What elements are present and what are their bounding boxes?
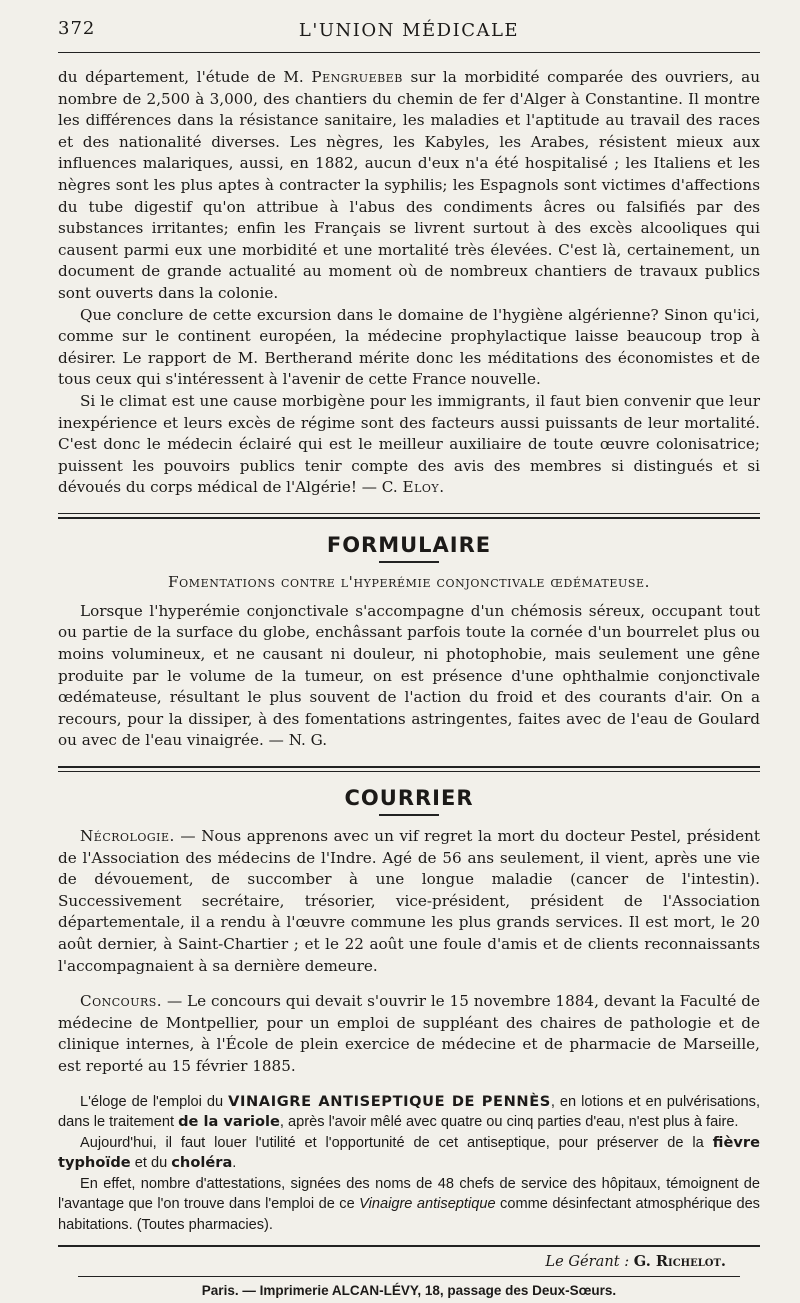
section-divider	[58, 766, 760, 772]
intro-paragraph-1: du département, l'étude de M. Pengruebeb sur la morbidité comparée des ouvriers, au nombre de 2,500 à 3,000, des chantiers du chemin de fer d'Alger à Constantine. Il montre les différences dans la résistance sanitaire, les maladies et l'aptitude au travail des races et des nationalité diverses. Les nègres, les Kabyles, les Arabes, résistent mieux aux influences malariques, aussi, en 1882, aucun d'eux n'a été hospitalisé ; les Italiens et les nègres sont les plus aptes à contracter la syphilis; les Espagnols sont victimes d'affections du tube digestif qu'on attribue à l'abus des condiments âcres ou falsifiés par des substances irritantes; enfin les Français se livrent surtout à des excès alcooliques qui causent parmi eux une morbidité et une mortalité très élevées. C'est là, certainement, un document de grande actualité au moment où de nombreux chantiers de travaux publics sont ouverts dans la colonie.	[58, 68, 760, 302]
author-name: Pengruebeb	[311, 68, 403, 86]
formulaire-text: Lorsque l'hyperémie conjonctivale s'accompagne d'un chémosis séreux, occupant tout ou partie de la surface du globe, enchâssant parfois toute la cornée d'un bourrelet plus ou moins volumineux, et ne causant ni douleur, ni photophobie, mais seulement une gêne produite par le volume de la tumeur, on est présence d'une ophthalmie conjonctivale œdémateuse, résultant le plus souvent de l'action du froid et des courants d'air. On a recours, pour la dissiper, à des fomentations astringentes, faites avec de l'eau de Goulard ou avec de l'eau vinaigrée. — N. G.	[58, 601, 760, 750]
title-underline	[379, 561, 439, 563]
ad-paragraph-1: L'éloge de l'emploi du VINAIGRE ANTISEPTIQUE DE PENNÈS, en lotions et en pulvérisations, dans le traitement de la variole, après l'avoir mêlé avec quatre ou cinq parties d'eau, n'est plus à faire.	[58, 1092, 760, 1131]
imprint-rule	[78, 1276, 740, 1277]
journal-title: L'UNION MÉDICALE	[298, 20, 520, 41]
advertisement	[58, 1092, 760, 1236]
running-head	[58, 18, 760, 53]
intro-paragraph-3: Si le climat est une cause morbigène pour les immigrants, il faut bien convenir que leur inexpérience et leurs excès de régime sont des facteurs aussi puissants de leur mortalité. C'est donc le médecin éclairé qui est le meilleur auxiliaire de toute œuvre colonisatrice; puissent les pouvoirs publics tenir compte des avis des membres si distingués et si dévoués du corps médical de l'Algérie! — C. Eloy.	[58, 391, 760, 497]
necrologie-paragraph: Nécrologie. — Nous apprenons avec un vif regret la mort du docteur Pestel, président de l'Association des médecins de l'Indre. Agé de 56 ans seulement, il vient, après une vie de dévouement, de succomber à une longue maladie (cancer de l'intestin). Successivement secrétaire, trésorier, vice-président, président de l'Association départementale, il a rendu à l'œuvre commune les plus grands services. Il est mort, le 20 août dernier, à Saint-Chartier ; et le 22 août une foule d'amis et de clients reconnaissants l'accompagnaient à sa dernière demeure.	[58, 827, 760, 975]
ad-paragraph-3: En effet, nombre d'attestations, signées des noms de 48 chefs de service des hôpitaux, témoignent de l'avantage que l'on trouve dans l'emploi de ce Vinaigre antiseptique comme désinfectant atmosphérique des habitations. (Toutes pharmacies).	[58, 1175, 760, 1233]
product-name: VINAIGRE ANTISEPTIQUE DE PENNÈS	[228, 1092, 551, 1110]
page-number: 372	[58, 18, 96, 39]
author-signature: Eloy	[402, 478, 440, 497]
intro-paragraph-2: Que conclure de cette excursion dans le domaine de l'hygiène algérienne? Sinon qu'ici, comme sur le continent européen, la médecine prophylactique laisse beaucoup trop à désirer. Le rapport de M. Bertherand mérite donc les méditations des économistes et de tous ceux qui s'intéressent à l'avenir de cette France nouvelle.	[58, 305, 760, 389]
footer-rule	[58, 1245, 760, 1247]
title-underline	[379, 814, 439, 816]
formulaire-subtitle: Fomentations contre l'hyperémie conjonctivale œdémateuse.	[167, 572, 651, 591]
gerant-signature: Le Gérant : G. Richelot.	[545, 1252, 726, 1270]
courrier-title: COURRIER	[344, 786, 474, 811]
ad-paragraph-2: Aujourd'hui, il faut louer l'utilité et l'opportunité de cet antiseptique, pour préserver de la fièvre typhoïde et du choléra.	[58, 1133, 760, 1172]
necrologie-label: Nécrologie.	[80, 827, 175, 846]
concours-paragraph: Concours. — Le concours qui devait s'ouvrir le 15 novembre 1884, devant la Faculté de médecine de Montpellier, pour un emploi de suppléant des chaires de pathologie et de clinique internes, à l'École de plein exercice de médecine et de pharmacie de Marseille, est reporté au 15 février 1885.	[58, 992, 760, 1075]
concours-label: Concours.	[80, 992, 163, 1011]
section-divider	[58, 513, 760, 519]
formulaire-title: FORMULAIRE	[326, 532, 492, 557]
imprint: Paris. — Imprimerie ALCAN-LÉVY, 18, passage des Deux-Sœurs.	[201, 1282, 617, 1298]
